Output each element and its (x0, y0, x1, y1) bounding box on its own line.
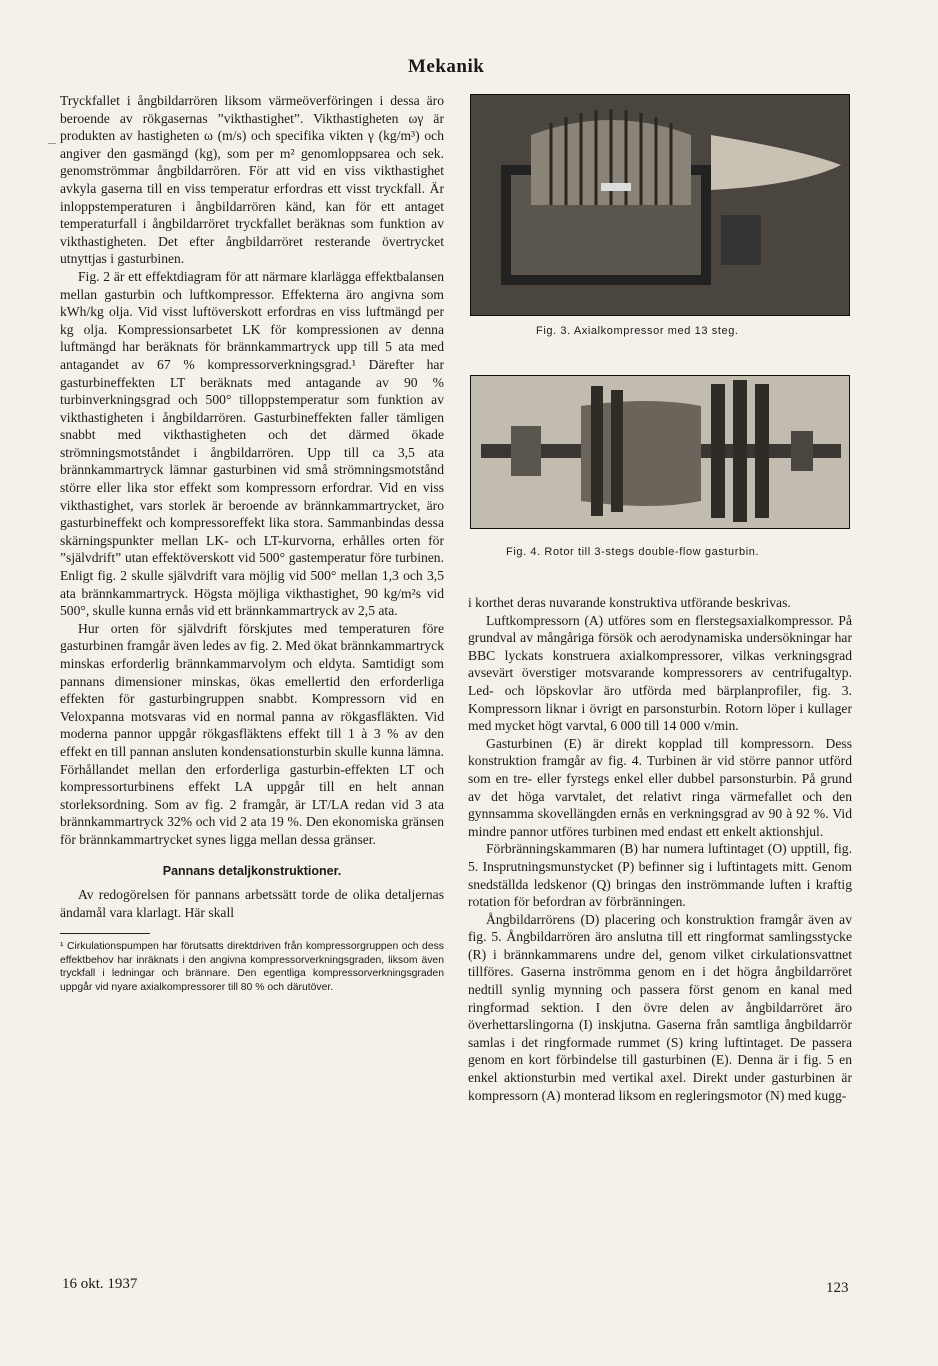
figure-rotor (470, 375, 850, 529)
page-number: 123 (826, 1280, 849, 1296)
figure-axial-compressor (470, 94, 850, 316)
paragraph: Förbränningskammaren (B) har numera luftintaget (O) upptill, fig. 5. Insprutningsmunstycket (P) befinner sig i luftintagets mitt. Genom snedställda ledskenor (Q) bringas den inströmmande luften i kraftig rotation för befordran av förbränningen. (468, 841, 852, 910)
section-header: Mekanik (408, 56, 485, 77)
paragraph: Tryckfallet i ångbildarrören liksom värmeöverföringen i dessa äro beroende av rökgasernas ”vikthastighet”. Vikthastigheten ωγ är produkten av hastigheten ω (m/s) och specifika vikten γ (kg/m³) och angiver den gasmängd (kg), som per m² genomloppsarea och sek. genomströmmar ångbildarrören. För att vid en viss vikthastighet avkyla gaserna till en viss temperatur erfordras ett visst tryckfall. Är inloppstemperaturen i ångbildarrören känd, kan för ett antaget temperaturfall i ångbildarröret tryckfallet beräknas som funktion av vikthastigheten. Det efter ångbildarröret resterande övertrycket utnyttjas i gasturbinen. (60, 93, 444, 267)
issue-date: 16 okt. 1937 (62, 1276, 138, 1292)
paragraph: Ångbildarrörens (D) placering och konstruktion framgår även av fig. 5. Ångbildarrören äro anslutna till ett ringformat samlingsstycke (R) i brännkammarens undre del, genom vilket cirkulationsvattnet tillföres. Gaserna inströmma genom en i det högra ångbildarröret nedtill synlig mynning och passera först genom en kanal med ringformad sektion. I den övre delen av ångbildarröret äro överhettarslingorna (I) inskjutna. Gaserna från samtliga ångbildarrör samlas i det ringformade rummet (S) kring luftintaget. De passera genom en kort förbindelse till gasturbinen (E). Denna är i fig. 5 en enkel aktionsturbin med vertikal axel. Direkt under gasturbinen är kompressorn (A) monterad liksom en regleringsmotor (N) med kugg- (468, 911, 852, 1103)
paragraph: Av redogörelsen för pannans arbetssätt torde de olika detaljernas ändamål vara klarlagt. Här skall (60, 887, 444, 920)
subheading: Pannans detaljkonstruktioner. (162, 863, 342, 878)
rotor-illustration (471, 376, 849, 528)
axial-compressor-illustration (471, 95, 849, 315)
paragraph: Luftkompressorn (A) utföres som en flerstegsaxialkompressor. På grundval av mångåriga försök och aerodynamiska undersökningar har BBC lyckats konstruera axialkompressorer, vilkas verkningsgrad avsevärt överstiger motsvarande kompressorers av centrifugaltyp. Led- och löpskovlar äro utförda med bärplanprofiler, fig. 3. Kompressorn liknar i övrigt en parsonsturbin. Rotorn löper i kullager med mycket högt varvtal, 6 000 till 14 000 v/min. (468, 612, 852, 734)
paragraph: Gasturbinen (E) är direkt kopplad till kompressorn. Dess konstruktion framgår av fig. 4. Turbinen är vid större pannor utförd som en tre- eller fyrstegs enkel eller dubbel parsonsturbin. På grund av det höga varvtalet, det relativt ringa värmefallet och den gynnsamma skovellängden ernås en verkningsgrad av 90 à 92 %. Vid mindre pannor utföres turbinen med endast ett enkelt aktionshjul. (468, 735, 852, 839)
paragraph: Fig. 2 är ett effektdiagram för att närmare klarlägga effektbalansen mellan gasturbin och luftkompressor. Effekterna äro angivna som kWh/kg olja. Vid visst luftöverskott erfordras en viss luftmängd per kg olja. Kompressionsarbetet LK för kompressionen av denna luftmängd har beräknats för brännkammartryck upp till 5 ata med antagandet av 67 % kompressorverkningsgrad.¹ Därefter har gasturbineffekten LT beräknats med antagande av 90 % turbinverkningsgrad och 500° tilloppstemperatur som funktion av vikthastigheten i ångbildarrören. Gasturbineffekten faller tämligen snabbt med vikthastigheten och det därmed ökade strömningsmotståndet i ångbildarrören. Upp till ca 3,5 ata brännkammartryck lämnar gasturbinen vid små strömningsmotstånd större eller lika stor effekt som kompressorn erfordrar. Vid en viss vikthastighet, vars storlek är beroende av brännkammartrycket, äro gasturbineffekt och kompressoreffekt lika stora. Sammanbindas dessa skärningspunkter mellan LK- och LT-kurvorna, erhålles orten för ”självdrift” utan effektöverskott vid 500° gastemperatur före turbinen. Enligt fig. 2 skulle självdrift vara möjlig vid 500° mellan 1,3 och 3,5 ata brännkammartryck. Högsta möjliga vikthastighet, 90 kg/m²s vid 500°, skulle kunna ernås vid ett brännkammartryck av 2,5 ata. (60, 268, 444, 619)
paragraph: Hur orten för självdrift förskjutes med temperaturen före gasturbinen framgår även ledes av fig. 2. Med ökat brännkammartryck minskas erforderlig brännkammarvolym och eldyta. Samtidigt som pannans dimensioner minskas, ökas emellertid den erforderliga effekten för gasturbingruppen snabbt. Kompressorn vid en Veloxpanna motsvaras vid en normal panna av rökgasfläkten. Vid moderna pannor uppgår rökgasfläktens effekt till 1 à 3 % av den effekt en till pannan ansluten kondensationsturbin skulle kunna lämna. Förhållandet mellan den erforderliga gasturbin-effekten LT och kompressorturbinens effekt LA uppgår till en helt annan storleksordning. Som av fig. 2 framgår, är LT/LA redan vid 3 ata brännkammartryck 32% och vid 2 ata 19 %. Den ekonomiska gränsen för brännkammartrycket synes ligga mellan dessa gränser. (60, 620, 444, 847)
figure-caption: Fig. 4. Rotor till 3-stegs double-flow gasturbin. (506, 546, 760, 558)
figure-caption: Fig. 3. Axialkompressor med 13 steg. (536, 325, 739, 337)
margin-mark (48, 143, 56, 144)
footnote: ¹ Cirkulationspumpen har förutsatts direktdriven från kompressorgruppen och dess effektbehov har inräknats i den angivna kompressorverkningsgraden, liksom även tryckfall i ledningar och brännare. Den egentliga kompressorverkningsgraden uppgår vid nyare axialkompressorer till 80 % och därutöver. (60, 941, 444, 993)
footnote-rule (60, 933, 150, 934)
paragraph: i korthet deras nuvarande konstruktiva utförande beskrivas. (468, 595, 791, 610)
left-column (60, 92, 444, 994)
right-column (468, 594, 852, 1104)
